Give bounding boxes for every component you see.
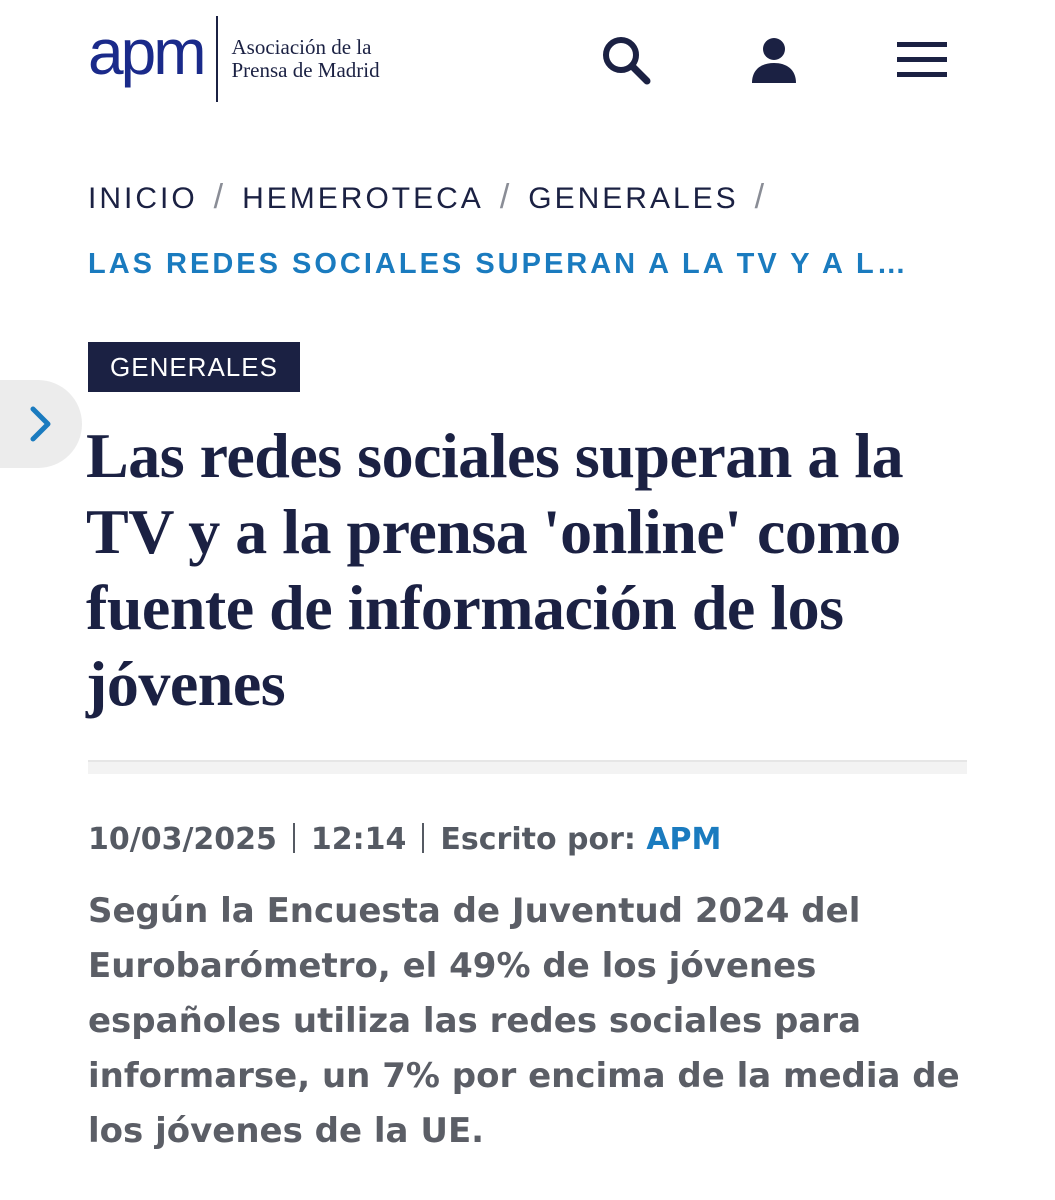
search-button[interactable] <box>596 30 656 90</box>
article-title: Las redes sociales superan a la TV y a la prensa 'online' como fuente de información de los jóvenes <box>86 420 904 719</box>
category-tag[interactable]: GENERALES <box>88 342 300 392</box>
meta-separator <box>293 823 295 853</box>
written-by-label: Escrito por: <box>440 822 636 857</box>
logo-text-line2: Prensa de Madrid <box>231 58 380 82</box>
menu-button[interactable] <box>892 30 952 90</box>
breadcrumb-inicio[interactable]: INICIO <box>88 182 198 215</box>
chevron-right-icon <box>28 404 54 444</box>
section-divider <box>88 760 967 774</box>
breadcrumb-current-page: LAS REDES SOCIALES SUPERAN A LA TV Y A L… <box>88 248 909 280</box>
side-panel-toggle[interactable] <box>0 380 82 468</box>
logo-text-line1: Asociación de la <box>231 35 372 59</box>
article-lead: Según la Encuesta de Juventud 2024 del Eurobarómetro, el 49% de los jóvenes españoles utiliza las redes sociales para informarse, un 7% por encima de la media de los jóvenes de la UE. <box>88 891 960 1151</box>
hamburger-menu-icon <box>895 40 949 80</box>
user-account-button[interactable] <box>744 30 804 90</box>
breadcrumb-hemeroteca[interactable]: HEMEROTECA <box>242 182 484 215</box>
meta-separator <box>422 823 424 853</box>
breadcrumb <box>88 178 988 217</box>
article-time: 12:14 <box>310 822 407 857</box>
author-link[interactable]: APM <box>646 822 722 857</box>
article-meta <box>88 822 721 857</box>
search-icon <box>600 34 652 86</box>
article-date: 10/03/2025 <box>88 822 277 857</box>
logo-divider <box>216 16 218 102</box>
site-logo[interactable] <box>88 14 380 104</box>
breadcrumb-separator: / <box>499 178 513 216</box>
site-header <box>0 0 1055 120</box>
user-icon <box>749 35 799 85</box>
breadcrumb-generales[interactable]: GENERALES <box>528 182 739 215</box>
logo-mark: apm <box>88 16 204 88</box>
breadcrumb-separator: / <box>213 178 227 216</box>
logo-text <box>232 36 380 82</box>
breadcrumb-separator: / <box>754 178 768 216</box>
